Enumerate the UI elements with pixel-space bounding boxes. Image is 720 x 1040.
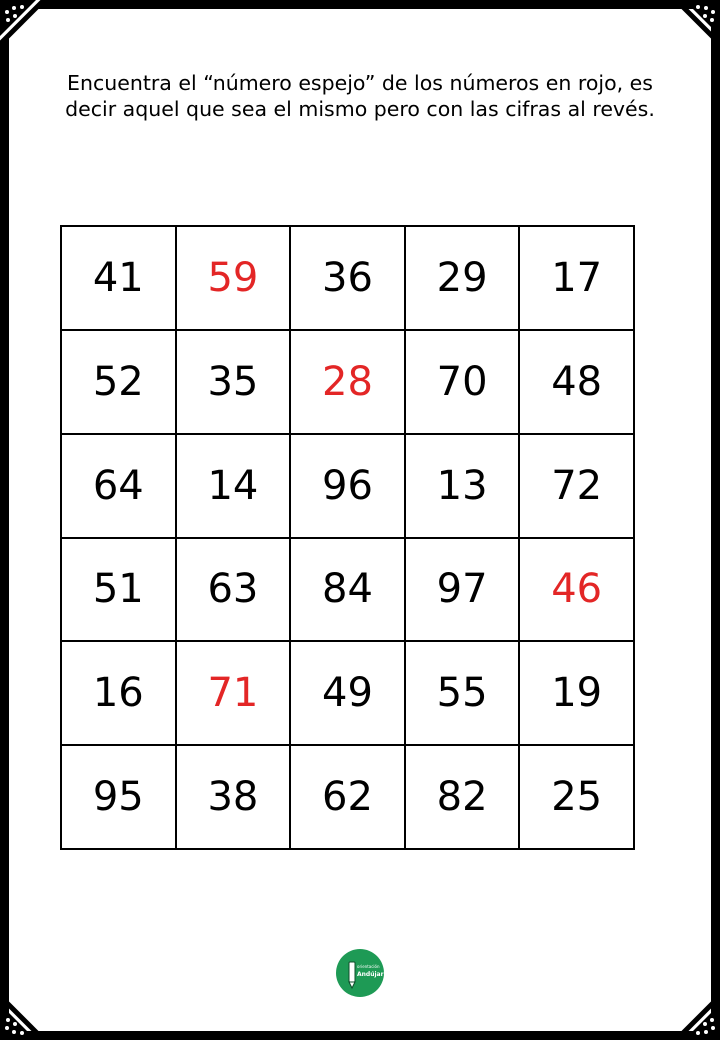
grid-cell-number: 72: [519, 434, 634, 538]
orientacion-andujar-logo: [335, 948, 385, 998]
grid-cell-number: 25: [519, 745, 634, 849]
corner-ornament-top-right: [676, 0, 720, 44]
grid-cell-number: 64: [61, 434, 176, 538]
grid-cell-number: 17: [519, 226, 634, 330]
grid-cell-number: 48: [519, 330, 634, 434]
grid-cell-red-number: 28: [290, 330, 405, 434]
grid-cell-red-number: 71: [176, 641, 291, 745]
grid-cell-number: 97: [405, 538, 520, 642]
grid-cell-number: 82: [405, 745, 520, 849]
logo-text-top: orientación: [357, 964, 380, 969]
number-grid: [60, 225, 635, 850]
grid-cell-red-number: 46: [519, 538, 634, 642]
corner-ornament-top-left: [0, 0, 44, 44]
grid-cell-number: 41: [61, 226, 176, 330]
grid-cell-number: 63: [176, 538, 291, 642]
grid-cell-number: 49: [290, 641, 405, 745]
grid-cell-number: 62: [290, 745, 405, 849]
grid-cell-number: 52: [61, 330, 176, 434]
instructions-text: Encuentra el “número espejo” de los números en rojo, es decir aquel que sea el mismo pero con las cifras al revés.: [65, 71, 655, 121]
grid-cell-number: 14: [176, 434, 291, 538]
grid-cell-red-number: 59: [176, 226, 291, 330]
grid-cell-number: 13: [405, 434, 520, 538]
logo-text-bottom: Andújar: [357, 971, 384, 978]
grid-cell-number: 19: [519, 641, 634, 745]
grid-cell-number: 51: [61, 538, 176, 642]
grid-cell-number: 96: [290, 434, 405, 538]
corner-ornament-bottom-right: [676, 996, 720, 1040]
grid-cell-number: 95: [61, 745, 176, 849]
grid-cell-number: 29: [405, 226, 520, 330]
corner-ornament-bottom-left: [0, 996, 44, 1040]
grid-cell-number: 16: [61, 641, 176, 745]
pencil-logo-icon: [349, 962, 355, 988]
grid-cell-number: 38: [176, 745, 291, 849]
grid-cell-number: 84: [290, 538, 405, 642]
grid-cell-number: 36: [290, 226, 405, 330]
grid-cell-number: 55: [405, 641, 520, 745]
grid-cell-number: 35: [176, 330, 291, 434]
grid-cell-number: 70: [405, 330, 520, 434]
